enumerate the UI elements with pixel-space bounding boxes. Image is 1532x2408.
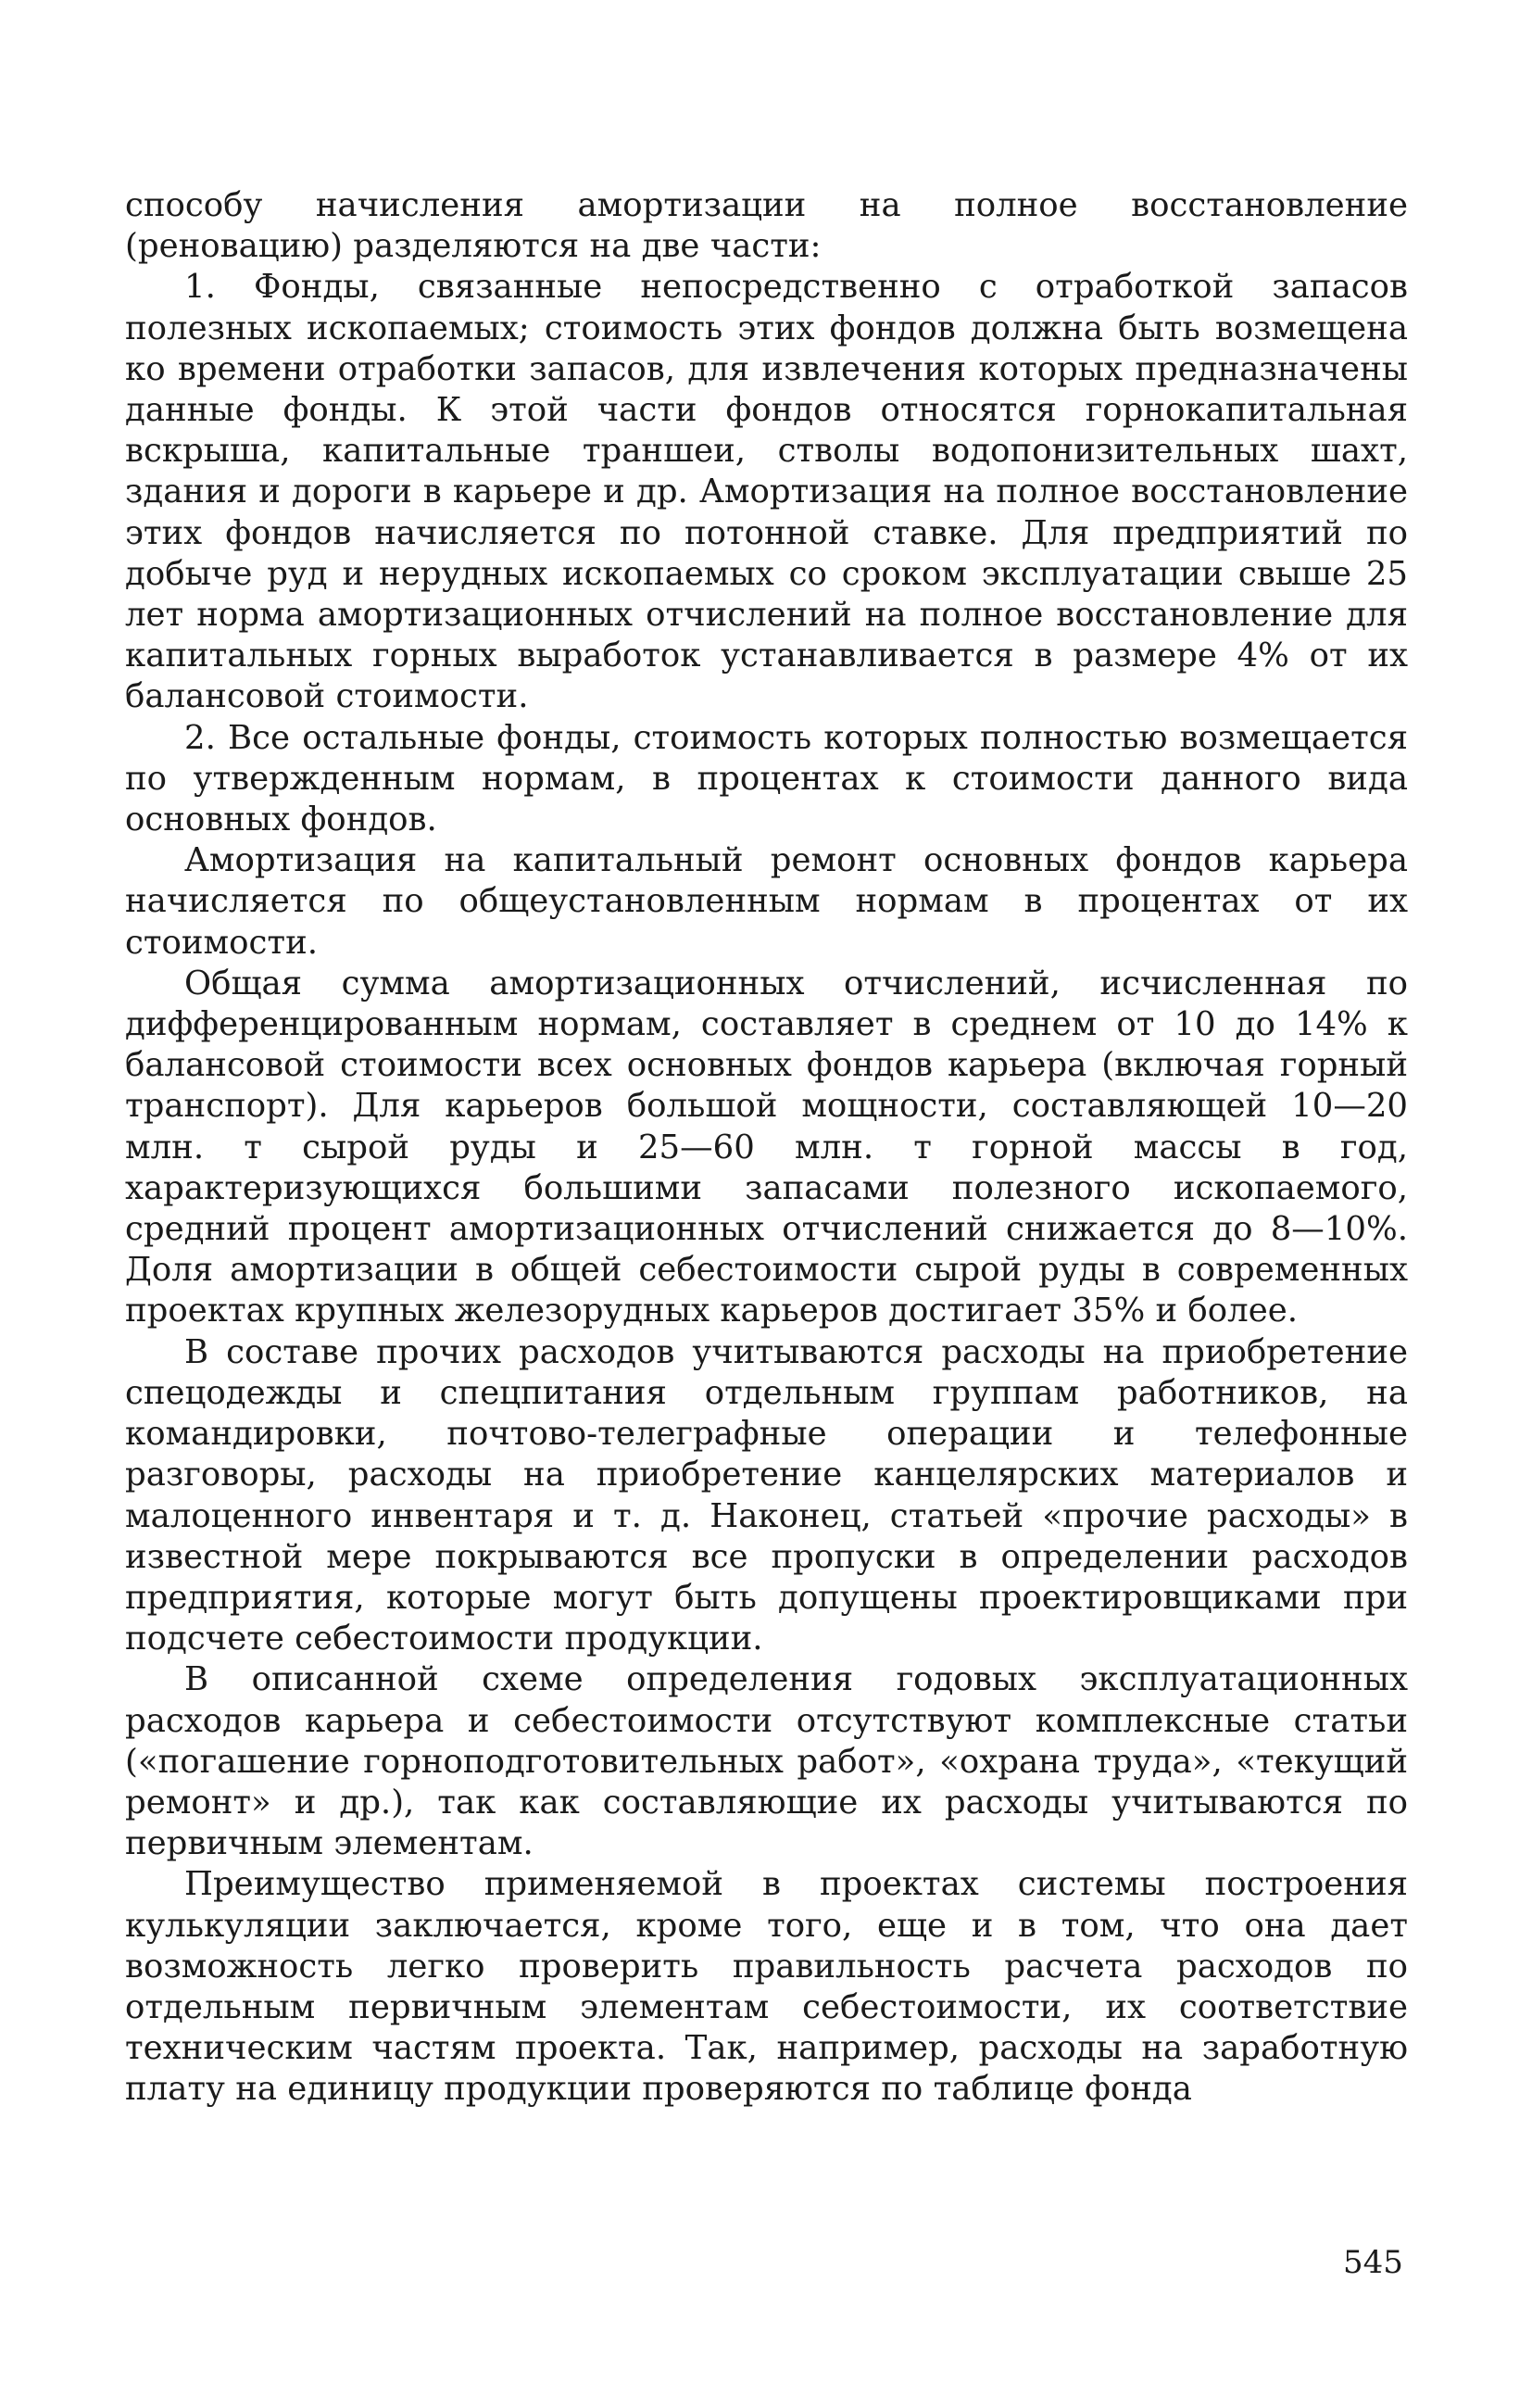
- paragraph-7: В описанной схеме определения годовых эксплуатационных расходов карьера и себестоимости отсутствуют комплексные статьи («погашение горноподготовительных работ», «охрана труда», «текущий ремонт» и др.), так как составляющие их расходы учитываются по первичным элементам.: [125, 1660, 1408, 1863]
- paragraph-8: Преимущество применяемой в проектах системы построения кулькуляции заключается, кроме того, еще и в том, что она дает возможность легко проверить правильность расчета расходов по отдельным первичным элементам себестоимости, их соответствие техническим частям проекта. Так, например, расходы на заработную плату на единицу продукции проверяются по таблице фонда: [125, 1865, 1408, 2109]
- page-body: [125, 185, 1408, 2111]
- paragraph-6: В составе прочих расходов учитываются расходы на приобретение спецодежды и спецпитания отдельным группам работников, на командировки, почтово-телеграфные операции и телефонные разговоры, расходы на приобретение канцелярских материалов и малоценного инвентаря и т. д. Наконец, статьей «прочие расходы» в известной мере покрываются все пропуски в определении расходов предприятия, которые могут быть допущены проектировщиками при подсчете себестоимости продукции.: [125, 1332, 1408, 1658]
- paragraph-1: способу начисления амортизации на полное восстановление (реновацию) разделяются на две части:: [125, 186, 1408, 266]
- paragraph-5: Общая сумма амортизационных отчислений, исчисленная по дифференцированным нормам, составляет в среднем от 10 до 14% к балансовой стоимости всех основных фондов карьера (включая горный транспорт). Для карьеров большой мощности, составляющей 10—20 млн. т сырой руды и 25—60 млн. т горной массы в год, характеризующихся большими запасами полезного ископаемого, средний процент амортизационных отчислений снижается до 8—10%. Доля амортизации в общей себестоимости сырой руды в современных проектах крупных железорудных карьеров достигает 35% и более.: [125, 964, 1408, 1330]
- paragraph-4: Амортизация на капитальный ремонт основных фондов карьера начисляется по общеустановленным нормам в процентах от их стоимости.: [125, 841, 1408, 962]
- paragraph-3: 2. Все остальные фонды, стоимость которых полностью возмещается по утвержденным нормам, в процентах к стоимости данного вида основных фондов.: [125, 718, 1408, 839]
- page-number: 545: [1343, 2244, 1403, 2281]
- paragraph-2: 1. Фонды, связанные непосредственно с отработкой запасов полезных ископаемых; стоимость этих фондов должна быть возмещена ко времени отработки запасов, для извлечения которых предназначены данные фонды. К этой части фондов относятся горнокапитальная вскрыша, капитальные траншеи, стволы водопонизительных шахт, здания и дороги в карьере и др. Амортизация на полное восстановление этих фондов начисляется по потонной ставке. Для предприятий по добыче руд и нерудных ископаемых со сроком эксплуатации свыше 25 лет норма амортизационных отчислений на полное восстановление для капитальных горных выработок устанавливается в размере 4% от их балансовой стоимости.: [125, 268, 1408, 716]
